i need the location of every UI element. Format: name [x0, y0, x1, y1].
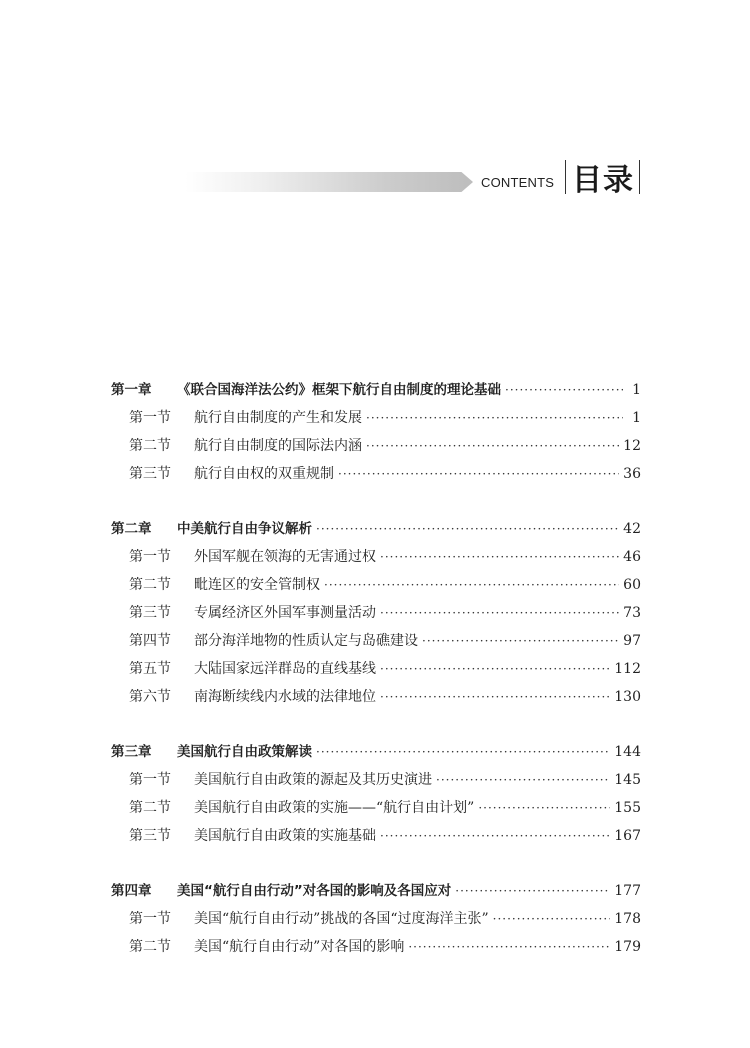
toc-section[interactable]: [111, 460, 641, 488]
dot-leader: [316, 515, 619, 543]
page-title: 目录: [572, 163, 634, 198]
section-number: 第一节: [129, 911, 171, 927]
toc-section[interactable]: [111, 543, 641, 571]
section-number: 第四节: [129, 633, 171, 649]
chapter-number: 第二章: [111, 521, 152, 537]
section-number: 第五节: [129, 661, 171, 677]
page-number: 97: [623, 633, 641, 649]
page-number: 155: [614, 800, 641, 816]
section-number: 第三节: [129, 605, 171, 621]
dot-leader: [366, 404, 623, 432]
chapter-title: 美国“航行自由行动”对各国的影响及各国应对: [177, 883, 452, 899]
toc-header: [0, 0, 750, 220]
toc-section[interactable]: [111, 571, 641, 599]
table-of-contents: [111, 376, 641, 961]
dot-leader: [422, 627, 619, 655]
toc-section[interactable]: [111, 683, 641, 711]
header-divider-left: [565, 160, 566, 194]
dot-leader: [493, 905, 611, 933]
section-number: 第一节: [129, 549, 171, 565]
page-number: 178: [614, 911, 641, 927]
page-number: 36: [623, 466, 641, 482]
section-title: 大陆国家远洋群岛的直线基线: [194, 661, 376, 677]
header-gradient-arrow: [185, 172, 473, 192]
dot-leader: [380, 599, 619, 627]
dot-leader: [316, 738, 610, 766]
section-number: 第二节: [129, 438, 171, 454]
chapter-spacer: [111, 850, 641, 877]
section-number: 第六节: [129, 689, 171, 705]
dot-leader: [380, 683, 610, 711]
page-number: 177: [614, 883, 641, 899]
dot-leader: [338, 460, 619, 488]
dot-leader: [408, 933, 610, 961]
section-number: 第一节: [129, 410, 171, 426]
header-divider-right: [639, 160, 640, 194]
dot-leader: [478, 794, 610, 822]
page-number: 60: [623, 577, 641, 593]
page-number: 167: [614, 828, 641, 844]
toc-section[interactable]: [111, 822, 641, 850]
section-title: 航行自由制度的产生和发展: [194, 410, 362, 426]
section-number: 第二节: [129, 577, 171, 593]
dot-leader: [436, 766, 610, 794]
page-number: 144: [614, 744, 641, 760]
page-number: 46: [623, 549, 641, 565]
section-title: 毗连区的安全管制权: [194, 577, 320, 593]
section-title: 南海断续线内水域的法律地位: [194, 689, 376, 705]
toc-section[interactable]: [111, 905, 641, 933]
chapter-spacer: [111, 488, 641, 515]
dot-leader: [380, 822, 610, 850]
section-title: 航行自由制度的国际法内涵: [194, 438, 362, 454]
toc-section[interactable]: [111, 432, 641, 460]
toc-section[interactable]: [111, 599, 641, 627]
chapter-title: 《联合国海洋法公约》框架下航行自由制度的理论基础: [177, 382, 501, 398]
page-number: 12: [623, 438, 641, 454]
section-title: 美国航行自由政策的源起及其历史演进: [194, 772, 432, 788]
page-number: 179: [614, 939, 641, 955]
page-number: 145: [614, 772, 641, 788]
toc-chapter-2[interactable]: [111, 515, 641, 543]
page-number: 42: [623, 521, 641, 537]
section-title: 航行自由权的双重规制: [194, 466, 334, 482]
section-title: 美国航行自由政策的实施——“航行自由计划”: [194, 800, 475, 816]
toc-chapter-1[interactable]: [111, 376, 641, 404]
section-number: 第三节: [129, 828, 171, 844]
chapter-title: 中美航行自由争议解析: [177, 521, 312, 537]
toc-section[interactable]: [111, 404, 641, 432]
section-title: 专属经济区外国军事测量活动: [194, 605, 376, 621]
dot-leader: [366, 432, 619, 460]
section-number: 第二节: [129, 939, 171, 955]
chapter-title: 美国航行自由政策解读: [177, 744, 312, 760]
section-title: 部分海洋地物的性质认定与岛礁建设: [194, 633, 418, 649]
dot-leader: [505, 376, 623, 404]
page-number: 1: [632, 410, 641, 426]
toc-section[interactable]: [111, 766, 641, 794]
toc-section[interactable]: [111, 933, 641, 961]
toc-section[interactable]: [111, 794, 641, 822]
chapter-spacer: [111, 711, 641, 738]
toc-section[interactable]: [111, 655, 641, 683]
dot-leader: [324, 571, 619, 599]
chapter-number: 第一章: [111, 382, 152, 398]
dot-leader: [455, 877, 610, 905]
page-number: 1: [632, 382, 641, 398]
page-number: 112: [614, 661, 641, 677]
chapter-number: 第四章: [111, 883, 152, 899]
page-number: 73: [623, 605, 641, 621]
toc-section[interactable]: [111, 627, 641, 655]
section-number: 第三节: [129, 466, 171, 482]
chapter-number: 第三章: [111, 744, 152, 760]
section-title: 美国航行自由政策的实施基础: [194, 828, 376, 844]
dot-leader: [380, 655, 610, 683]
section-title: 美国“航行自由行动”挑战的各国“过度海洋主张”: [194, 911, 489, 927]
section-number: 第二节: [129, 800, 171, 816]
section-number: 第一节: [129, 772, 171, 788]
section-title: 美国“航行自由行动”对各国的影响: [194, 939, 405, 955]
dot-leader: [380, 543, 619, 571]
page-number: 130: [614, 689, 641, 705]
section-title: 外国军舰在领海的无害通过权: [194, 549, 376, 565]
contents-label: CONTENTS: [481, 175, 555, 190]
toc-chapter-4[interactable]: [111, 877, 641, 905]
toc-chapter-3[interactable]: [111, 738, 641, 766]
